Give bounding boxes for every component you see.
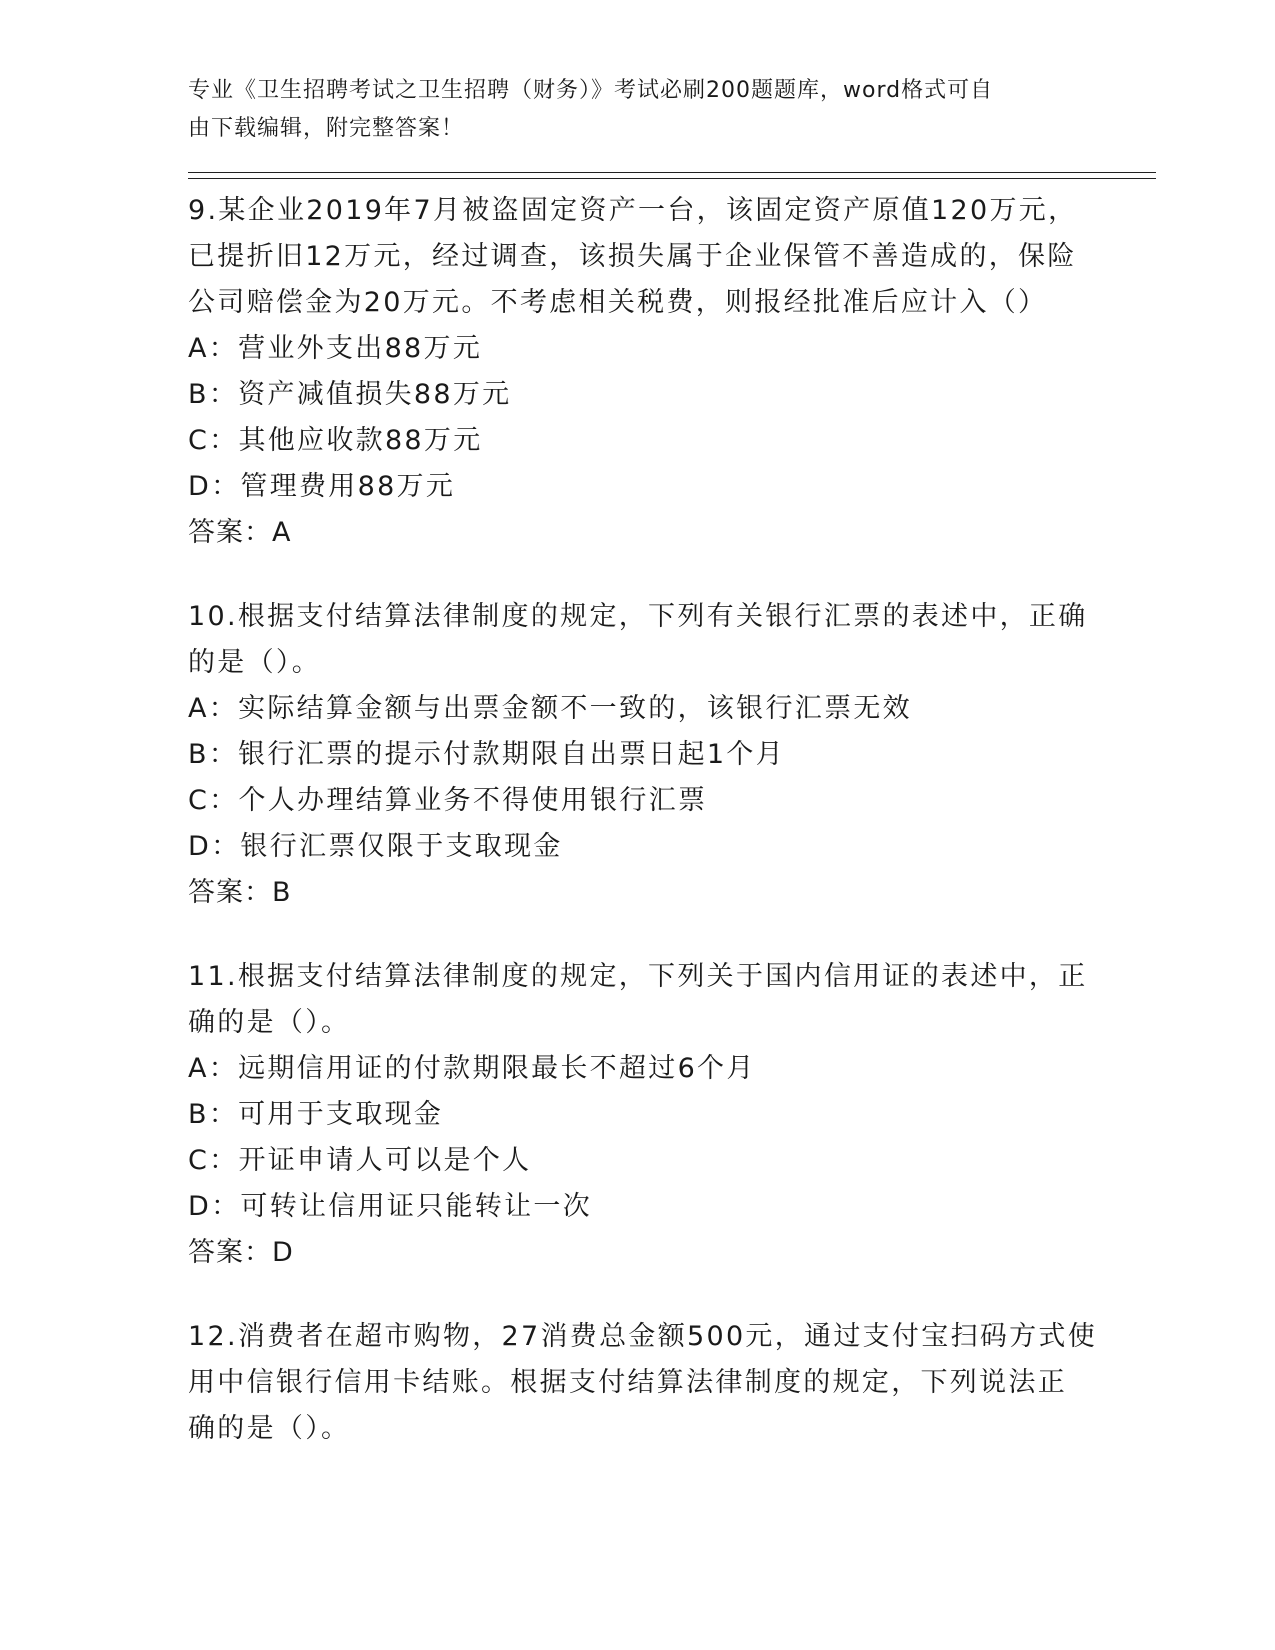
option-a: A：营业外支出88万元	[188, 333, 483, 364]
question-stem-line: 公司赔偿金为20万元。不考虑相关税费，则报经批准后应计入（）	[188, 287, 1048, 318]
header-rule-bottom	[188, 178, 1156, 179]
header-line-1: 专业《卫生招聘考试之卫生招聘（财务）》考试必刷200题题库，word格式可自	[188, 78, 994, 103]
option-d: D：管理费用88万元	[188, 471, 456, 502]
answer-line: 答案：D	[188, 1237, 294, 1268]
answer-line: 答案：B	[188, 877, 292, 908]
option-b: B：银行汇票的提示付款期限自出票日起1个月	[188, 739, 785, 770]
option-b: B：可用于支取现金	[188, 1099, 444, 1130]
question-item	[188, 594, 1108, 916]
header-line-2: 由下载编辑，附完整答案！	[188, 116, 465, 141]
option-a: A：远期信用证的付款期限最长不超过6个月	[188, 1053, 756, 1084]
option-c: C：开证申请人可以是个人	[188, 1145, 532, 1176]
option-d: D：银行汇票仅限于支取现金	[188, 831, 563, 862]
option-c: C：个人办理结算业务不得使用银行汇票	[188, 785, 708, 816]
question-list	[188, 188, 1108, 1490]
answer-line: 答案：A	[188, 517, 292, 548]
question-stem-line: 12.消费者在超市购物，27消费总金额500元，通过支付宝扫码方式使	[188, 1321, 1098, 1352]
question-stem-line: 确的是（）。	[188, 1007, 351, 1038]
question-stem-line: 用中信银行信用卡结账。根据支付结算法律制度的规定，下列说法正	[188, 1367, 1067, 1398]
question-stem-line: 9.某企业2019年7月被盗固定资产一台，该固定资产原值120万元，	[188, 195, 1078, 226]
question-stem-line: 的是（）。	[188, 647, 321, 678]
question-stem-line: 11.根据支付结算法律制度的规定，下列关于国内信用证的表述中，正	[188, 961, 1088, 992]
option-c: C：其他应收款88万元	[188, 425, 483, 456]
option-d: D：可转让信用证只能转让一次	[188, 1191, 592, 1222]
option-b: B：资产减值损失88万元	[188, 379, 512, 410]
question-item	[188, 954, 1108, 1276]
question-stem-line: 10.根据支付结算法律制度的规定，下列有关银行汇票的表述中，正确	[188, 601, 1088, 632]
document-header	[188, 72, 1068, 148]
question-stem-line: 确的是（）。	[188, 1413, 351, 1444]
question-item	[188, 1314, 1108, 1452]
question-stem-line: 已提折旧12万元，经过调查，该损失属于企业保管不善造成的，保险	[188, 241, 1077, 272]
header-rule-top	[188, 172, 1156, 173]
question-item	[188, 188, 1108, 556]
option-a: A：实际结算金额与出票金额不一致的，该银行汇票无效	[188, 693, 912, 724]
